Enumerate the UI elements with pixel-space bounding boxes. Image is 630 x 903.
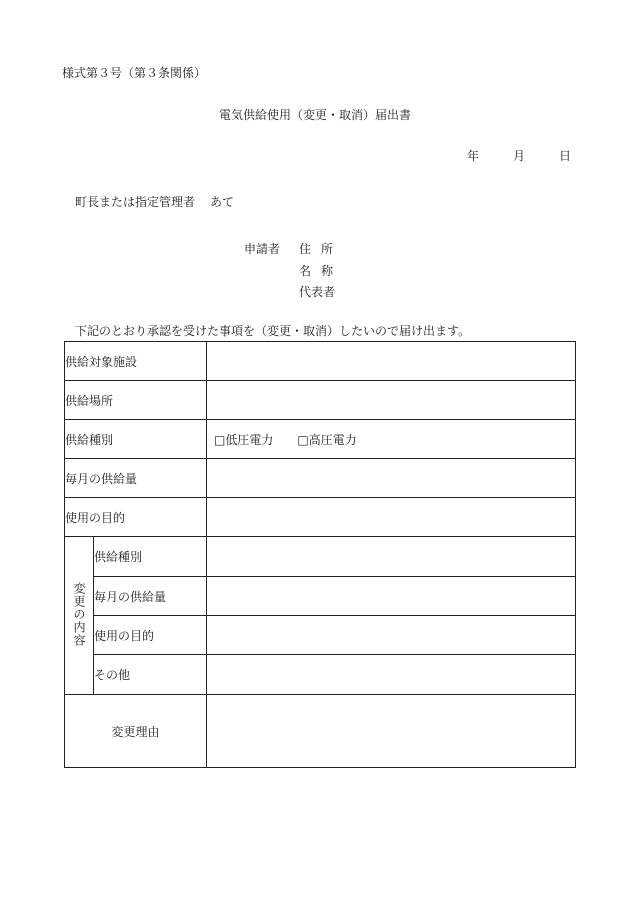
change-other-label: その他 <box>94 655 207 695</box>
table-row <box>65 655 576 695</box>
change-purpose-label: 使用の目的 <box>94 616 207 655</box>
facility-label: 供給対象施設 <box>65 342 207 381</box>
facility-field[interactable] <box>207 342 576 381</box>
change-reason-label: 変更理由 <box>65 695 207 768</box>
form-number: 様式第３号（第３条関係） <box>62 66 207 80</box>
change-monthly-amount-label: 毎月の供給量 <box>94 577 207 616</box>
applicant-label: 申請者 <box>244 242 281 256</box>
purpose-label: 使用の目的 <box>65 498 207 537</box>
low-voltage-checkbox[interactable]: □低圧電力 <box>214 432 274 447</box>
purpose-field[interactable] <box>207 498 576 537</box>
table-row <box>65 498 576 537</box>
change-reason-field[interactable] <box>207 695 576 768</box>
applicant-address-label: 住所 <box>299 242 344 256</box>
monthly-amount-field[interactable] <box>207 459 576 498</box>
intro-text: 下記のとおり承認を受けた事項を（変更・取消）したいので届け出ます。 <box>75 324 471 338</box>
table-row <box>65 537 576 577</box>
date-day-label: 日 <box>559 149 572 163</box>
document-title: 電気供給使用（変更・取消）届出書 <box>218 108 411 122</box>
location-label: 供給場所 <box>65 381 207 420</box>
high-voltage-checkbox[interactable]: □高圧電力 <box>297 432 357 447</box>
notification-form-table <box>64 341 576 768</box>
table-row <box>65 695 576 768</box>
table-row <box>65 342 576 381</box>
table-row <box>65 420 576 459</box>
table-row <box>65 459 576 498</box>
change-monthly-amount-field[interactable] <box>207 577 576 616</box>
change-content-group <box>65 537 94 695</box>
table-row <box>65 616 576 655</box>
date-month-label: 月 <box>513 149 526 163</box>
change-type-field[interactable] <box>207 537 576 577</box>
change-content-label: 変更の内容 <box>72 581 86 647</box>
date-year-label: 年 <box>467 149 480 163</box>
table-row <box>65 381 576 420</box>
change-purpose-field[interactable] <box>207 616 576 655</box>
location-field[interactable] <box>207 381 576 420</box>
monthly-amount-label: 毎月の供給量 <box>65 459 207 498</box>
applicant-representative-label: 代表者 <box>299 285 336 299</box>
supply-type-label: 供給種別 <box>65 420 207 459</box>
supply-type-field <box>207 420 576 459</box>
applicant-name-label: 名称 <box>299 264 344 278</box>
change-other-field[interactable] <box>207 655 576 695</box>
table-row <box>65 577 576 616</box>
change-type-label: 供給種別 <box>94 537 207 577</box>
addressee-suffix: あて <box>210 195 235 209</box>
addressee-name: 町長または指定管理者 <box>75 195 196 209</box>
